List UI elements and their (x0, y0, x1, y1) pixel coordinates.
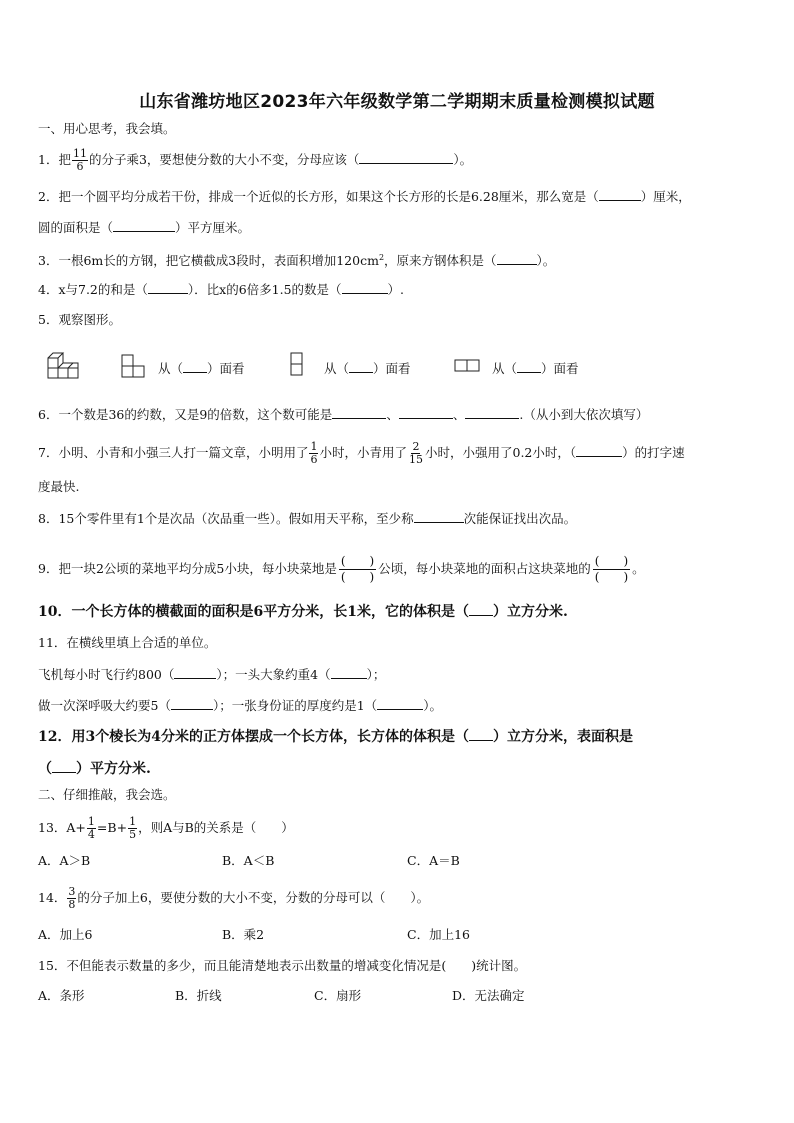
q14-option-c[interactable]: C．加上16 (407, 927, 470, 942)
q15-option-a[interactable]: A．条形 (38, 988, 85, 1003)
q1-answer-blank[interactable] (359, 150, 453, 164)
q15-option-c[interactable]: C．扇形 (314, 988, 362, 1003)
q11-blank-1[interactable] (174, 665, 216, 679)
q9-fraction-1[interactable] (339, 554, 376, 585)
view-label-3-from: 从（ (492, 361, 518, 376)
q7-text-d: ）的打字速 (622, 445, 685, 460)
q13-fraction-2 (128, 816, 137, 841)
q11-r1-text-a: 飞机每小时飞行约800（ (38, 667, 175, 682)
question-2-line-2 (38, 218, 250, 237)
q11-r1-text-b: ）；一头大象约重4（ (216, 667, 331, 682)
q14-option-a[interactable]: A．加上6 (38, 927, 93, 942)
q10-answer-blank[interactable] (469, 602, 493, 616)
view-label-1-end: ）面看 (207, 361, 245, 376)
q13-option-b[interactable]: B．A＜B (222, 853, 275, 868)
view-blank-1[interactable] (183, 359, 207, 373)
q9-f2-denominator: ( ) (594, 570, 629, 584)
view-label-2-end: ）面看 (373, 361, 411, 376)
q3-superscript: 2 (378, 253, 385, 262)
q9-f1-denominator: ( ) (340, 570, 375, 584)
q7-f2-numerator: 2 (412, 440, 420, 453)
q7-text-c: 小时，小强用了0.2小时，（ (424, 445, 577, 460)
q14-numerator: 3 (68, 885, 76, 898)
q14-text-b: 的分子加上6，要使分数的大小不变，分数的分母可以（ ）。 (77, 890, 430, 905)
q8-text-a: 8．15个零件里有1个是次品（次品重一些）。假如用天平称，至少称 (38, 511, 414, 526)
question-5: 5．观察图形。 (38, 312, 121, 327)
q11-r2-text-c: ）。 (423, 698, 442, 713)
q15-option-d[interactable]: D．无法确定 (452, 988, 525, 1003)
q3-text-b: ，原来方钢体积是（ (384, 253, 497, 269)
q11-r2-text-a: 做一次深呼吸大约要5（ (38, 698, 171, 713)
q13-fraction-1 (87, 816, 96, 841)
q1-text-end: ）。 (453, 152, 473, 167)
q7-text-b: 小时，小青用了 (319, 445, 407, 460)
view-label-2-from: 从（ (324, 361, 350, 376)
q4-text-a: 4．x与7.2的和是（ (38, 282, 148, 297)
q9-text-a: 9．把一块2公顷的菜地平均分成5小块，每小块菜地是 (38, 561, 337, 576)
q14-denominator: 8 (68, 898, 76, 911)
question-12-line-2 (38, 759, 151, 778)
q13-f2-denominator: 5 (129, 828, 137, 841)
q12-text-d: ）平方分米. (76, 761, 151, 777)
q8-answer-blank[interactable] (414, 509, 464, 523)
question-11-row-1 (38, 665, 385, 684)
q1-denominator: 6 (76, 160, 84, 173)
question-7-line-1 (38, 441, 685, 466)
question-14 (38, 886, 429, 911)
question-3 (38, 249, 555, 270)
q6-sep-1: 、 (386, 407, 399, 422)
question-2-line-1 (38, 187, 691, 206)
q6-sep-2: 、 (452, 407, 466, 422)
q7-fraction-2 (408, 441, 424, 466)
q8-text-b: 次能保证找出次品。 (463, 511, 577, 526)
cube-stack-figure (44, 352, 80, 382)
q9-f2-numerator: ( ) (594, 554, 629, 568)
q7-fraction-1 (309, 441, 318, 466)
view-figure-3 (454, 359, 482, 373)
q4-blank-2[interactable] (342, 280, 388, 294)
question-1 (38, 148, 472, 173)
q6-blank-1[interactable] (332, 405, 386, 419)
q15-option-b[interactable]: B．折线 (175, 988, 222, 1003)
q6-blank-2[interactable] (399, 405, 453, 419)
q9-text-b: 公顷，每小块菜地的面积占这块菜地的 (378, 561, 591, 576)
question-8 (38, 509, 576, 528)
q14-fraction (67, 886, 76, 911)
q13-text-a: 13．A+ (38, 820, 86, 835)
question-12-line-1 (38, 727, 633, 746)
q12-text-a: 12．用3个棱长为4分米的正方体摆成一个长方体，长方体的体积是（ (38, 729, 469, 745)
q3-text-a: 3．一根6m长的方钢，把它横截成3段时，表面积增加120cm (38, 253, 379, 269)
q4-blank-1[interactable] (148, 280, 188, 294)
q13-option-a[interactable]: A．A＞B (38, 853, 91, 868)
q13-f1-denominator: 4 (87, 828, 95, 841)
view-blank-2[interactable] (349, 359, 373, 373)
q1-text-pre: 1．把 (38, 152, 71, 167)
page-title: 山东省潍坊地区2023年六年级数学第二学期期末质量检测模拟试题 (139, 92, 655, 112)
q2-area-blank[interactable] (113, 218, 175, 232)
q11-r2-text-b: ）；一张身份证的厚度约是1（ (212, 698, 378, 713)
q6-blank-3[interactable] (465, 405, 519, 419)
q1-fraction (72, 148, 88, 173)
q3-text-c: ）。 (536, 253, 556, 269)
view-label-2 (324, 359, 411, 378)
q10-text-b: ）立方分米. (492, 604, 568, 620)
q4-text-c: ）. (387, 282, 405, 297)
view-figure-2 (290, 352, 304, 378)
view-label-1 (158, 359, 245, 378)
q7-f2-denominator: 15 (408, 453, 423, 466)
q11-r1-text-c: ）； (366, 667, 386, 682)
q2-text-a: 2．把一个圆平均分成若干份，排成一个近似的长方形，如果这个长方形的长是6.28厘米，那么宽是（ (38, 189, 599, 204)
question-10 (38, 602, 568, 621)
q3-answer-blank[interactable] (497, 251, 537, 265)
q2-width-blank[interactable] (599, 187, 641, 201)
q12-volume-blank[interactable] (469, 727, 493, 741)
section-1-heading: 一、用心思考，我会填。 (38, 121, 176, 136)
question-13 (38, 816, 294, 841)
view-label-3 (492, 359, 579, 378)
q13-text-b: =B+ (96, 820, 128, 835)
q9-f1-numerator: ( ) (340, 554, 375, 568)
question-4 (38, 280, 404, 299)
q13-option-c[interactable]: C．A＝B (407, 853, 460, 868)
q11-blank-4[interactable] (377, 696, 423, 710)
q2-text-d: ）平方厘米。 (175, 220, 251, 235)
q12-text-c: （ (38, 761, 52, 777)
q2-text-b: ）厘米， (640, 189, 691, 204)
q12-area-blank[interactable] (52, 759, 76, 773)
q9-fraction-2[interactable] (593, 554, 630, 585)
question-15: 15．不但能表示数量的多少，而且能清楚地表示出数量的增减变化情况是( )统计图。 (38, 958, 527, 973)
q12-text-b: ）立方分米，表面积是 (492, 729, 633, 745)
q4-text-b: ）．比x的6倍多1.5的数是（ (187, 282, 342, 297)
q6-text-end: .（从小到大依次填写） (519, 407, 649, 422)
q1-text-post: 的分子乘3，要想使分数的大小不变，分母应该（ (88, 152, 360, 167)
q7-answer-blank[interactable] (576, 443, 622, 457)
q13-f2-numerator: 1 (129, 815, 137, 828)
q2-text-c: 圆的面积是（ (38, 220, 114, 235)
question-11: 11．在横线里填上合适的单位。 (38, 635, 217, 650)
q11-blank-2[interactable] (331, 665, 367, 679)
q11-blank-3[interactable] (171, 696, 213, 710)
q13-text-c: ，则A与B的关系是（ ） (138, 820, 294, 835)
q7-f1-denominator: 6 (310, 453, 318, 466)
section-2-heading: 二、仔细推敲，我会选。 (38, 787, 176, 802)
question-9 (38, 554, 645, 585)
view-label-1-from: 从（ (158, 361, 184, 376)
question-6 (38, 405, 648, 424)
q6-text-a: 6．一个数是36的约数，又是9的倍数，这个数可能是 (38, 407, 333, 422)
q10-text-a: 10．一个长方体的横截面的面积是6平方分米，长1米，它的体积是（ (38, 604, 469, 620)
q13-f1-numerator: 1 (87, 815, 95, 828)
q7-f1-numerator: 1 (310, 440, 318, 453)
view-blank-3[interactable] (517, 359, 541, 373)
view-label-3-end: ）面看 (541, 361, 579, 376)
q1-numerator: 11 (72, 147, 87, 160)
q14-option-b[interactable]: B．乘2 (222, 927, 265, 942)
q7-text-a: 7．小明、小青和小强三人打一篇文章，小明用了 (38, 445, 309, 460)
q9-text-c: 。 (632, 561, 645, 576)
view-figure-1 (121, 354, 149, 378)
question-11-row-2 (38, 696, 442, 715)
q14-text-a: 14． (38, 890, 67, 905)
question-7-line-2: 度最快. (38, 479, 80, 494)
